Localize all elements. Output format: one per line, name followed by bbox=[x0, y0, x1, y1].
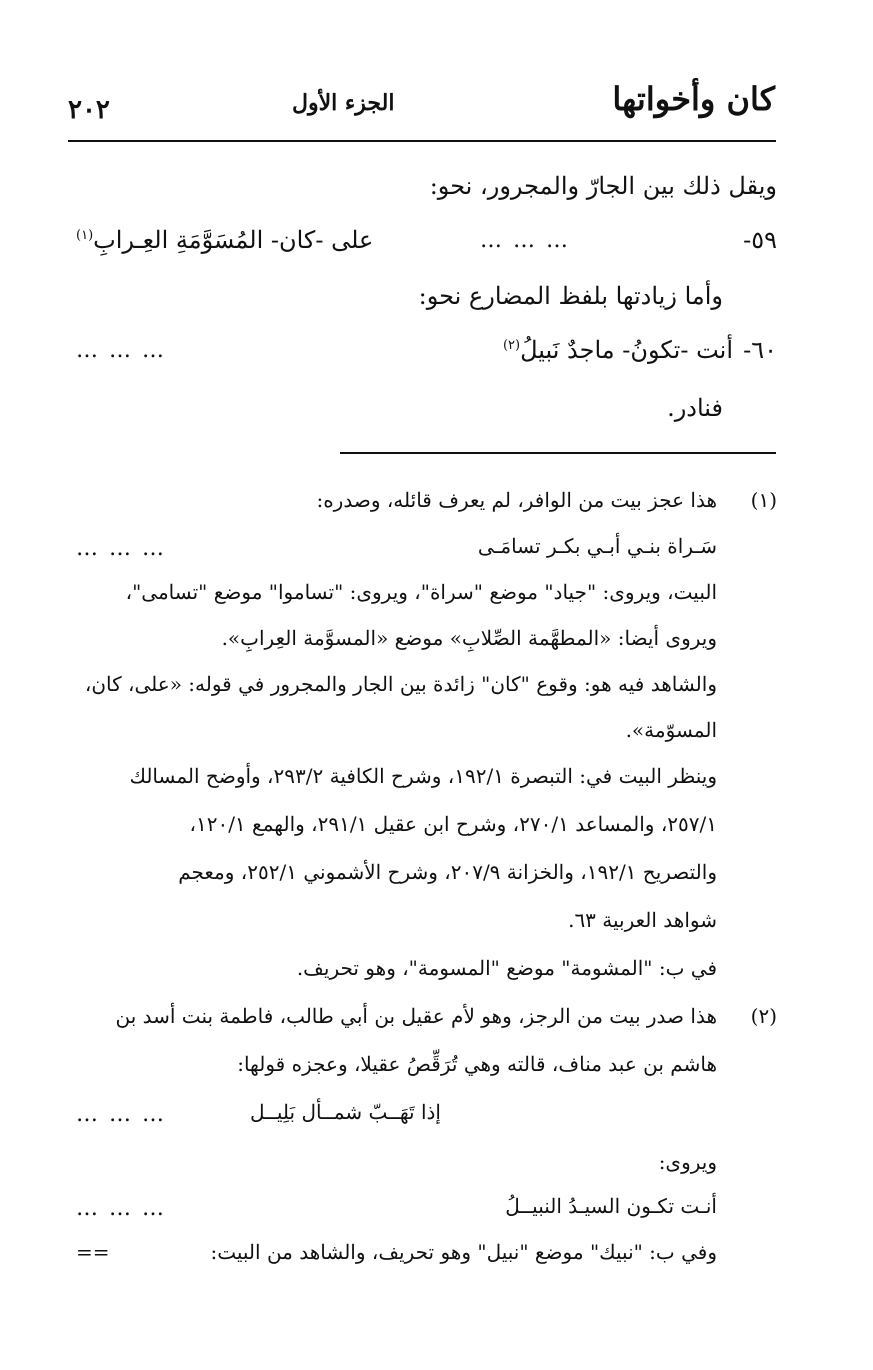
footnote-1-line-10: في ب: "المشومة" موضع "المسومة"، وهو تحريف. bbox=[296, 956, 717, 980]
example-59-verse-text: على -كان- المُسَوَّمَةِ العِـرابِ bbox=[93, 226, 374, 254]
body-line-5: فنادر. bbox=[667, 394, 723, 422]
footnote-2-line-4: وفي ب: "نبيك" موضع "نبيل" وهو تحريف، والشاهد من البيت: bbox=[210, 1240, 717, 1264]
footnote-1-line-9: شواهد العربية ٦٣. bbox=[568, 908, 717, 932]
footnote-2-number: (٢) bbox=[750, 1004, 777, 1028]
page-number: ٢٠٢ bbox=[68, 95, 110, 125]
footnote-1-verse: سَـراة بنـي أبـي بكـر تسامَـى bbox=[477, 534, 717, 558]
footnote-2-line-1: هذا صدر بيت من الرجز، وهو لأم عقيل بن أبي طالب، فاطمة بنت أسد بن bbox=[115, 1004, 717, 1028]
example-60-dots: … … … bbox=[76, 338, 166, 363]
footnote-2-verse-2: أنـت تكـون السيـدُ النبيــلُ bbox=[505, 1194, 717, 1218]
body-line-1: ويقل ذلك بين الجارّ والمجرور، نحو: bbox=[429, 172, 777, 200]
footnote-1-line-2: البيت، ويروى: "جياد" موضع "سراة"، ويروى: "تساموا" موضع "تسامى"، bbox=[125, 580, 717, 604]
running-header-title: كان وأخواتها bbox=[612, 80, 775, 118]
footnote-1-line-3: ويروى أيضا: «المطهَّمة الصِّلابِ» موضع «المسوَّمة العِرابِ». bbox=[221, 626, 717, 650]
footnote-2-verse-2-dots: … … … bbox=[76, 1196, 166, 1221]
footnote-1-verse-dots: … … … bbox=[76, 536, 166, 561]
footnote-1-line-5: المسوّمة». bbox=[625, 718, 717, 742]
footnote-continuation-mark: == bbox=[76, 1240, 110, 1264]
footnote-1-line-8: والتصريح ١٩٢/١، والخزانة ٢٠٧/٩، وشرح الأشموني ٢٥٢/١، ومعجم bbox=[178, 860, 717, 884]
example-60-verse bbox=[503, 336, 733, 364]
footnote-1-number: (١) bbox=[750, 488, 777, 512]
footnote-1-line-7: ٢٥٧/١، والمساعد ٢٧٠/١، وشرح ابن عقيل ٢٩١/١، والهمع ١٢٠/١، bbox=[189, 812, 717, 836]
example-60-verse-text: أنت -تكونُ- ماجدٌ نَبيلُ bbox=[520, 336, 733, 364]
running-header-part: الجزء الأول bbox=[292, 90, 395, 116]
header-rule bbox=[68, 140, 776, 142]
example-59-number: ٥٩- bbox=[743, 226, 777, 254]
footnote-separator bbox=[340, 452, 776, 454]
example-60-number: ٦٠- bbox=[743, 336, 777, 364]
example-59-dots: … … … bbox=[480, 228, 570, 253]
footnote-1-line-6: وينظر البيت في: التبصرة ١٩٢/١، وشرح الكافية ٢٩٣/٢، وأوضح المسالك bbox=[129, 764, 717, 788]
footnote-2-verse-1: إذا تَهَــبّ شمــأل بَلِيــل bbox=[250, 1100, 441, 1124]
footnote-1-line-1: هذا عجز بيت من الوافر، لم يعرف قائله، وصدره: bbox=[316, 488, 717, 512]
example-59-verse bbox=[76, 226, 373, 254]
footnote-2-line-3: ويروى: bbox=[658, 1150, 717, 1174]
footnote-2-line-2: هاشم بن عبد مناف، قالته وهي تُرَقِّصُ عقيلا، وعجزه قولها: bbox=[237, 1052, 717, 1076]
footnote-1-line-4: والشاهد فيه هو: وقوع "كان" زائدة بين الجار والمجرور في قوله: «على، كان، bbox=[84, 672, 717, 696]
footnote-ref-1: (١) bbox=[76, 228, 94, 243]
footnote-2-verse-1-dots: … … … bbox=[76, 1102, 166, 1127]
body-line-3: وأما زيادتها بلفظ المضارع نحو: bbox=[418, 282, 723, 310]
footnote-ref-2: (٢) bbox=[502, 338, 521, 353]
